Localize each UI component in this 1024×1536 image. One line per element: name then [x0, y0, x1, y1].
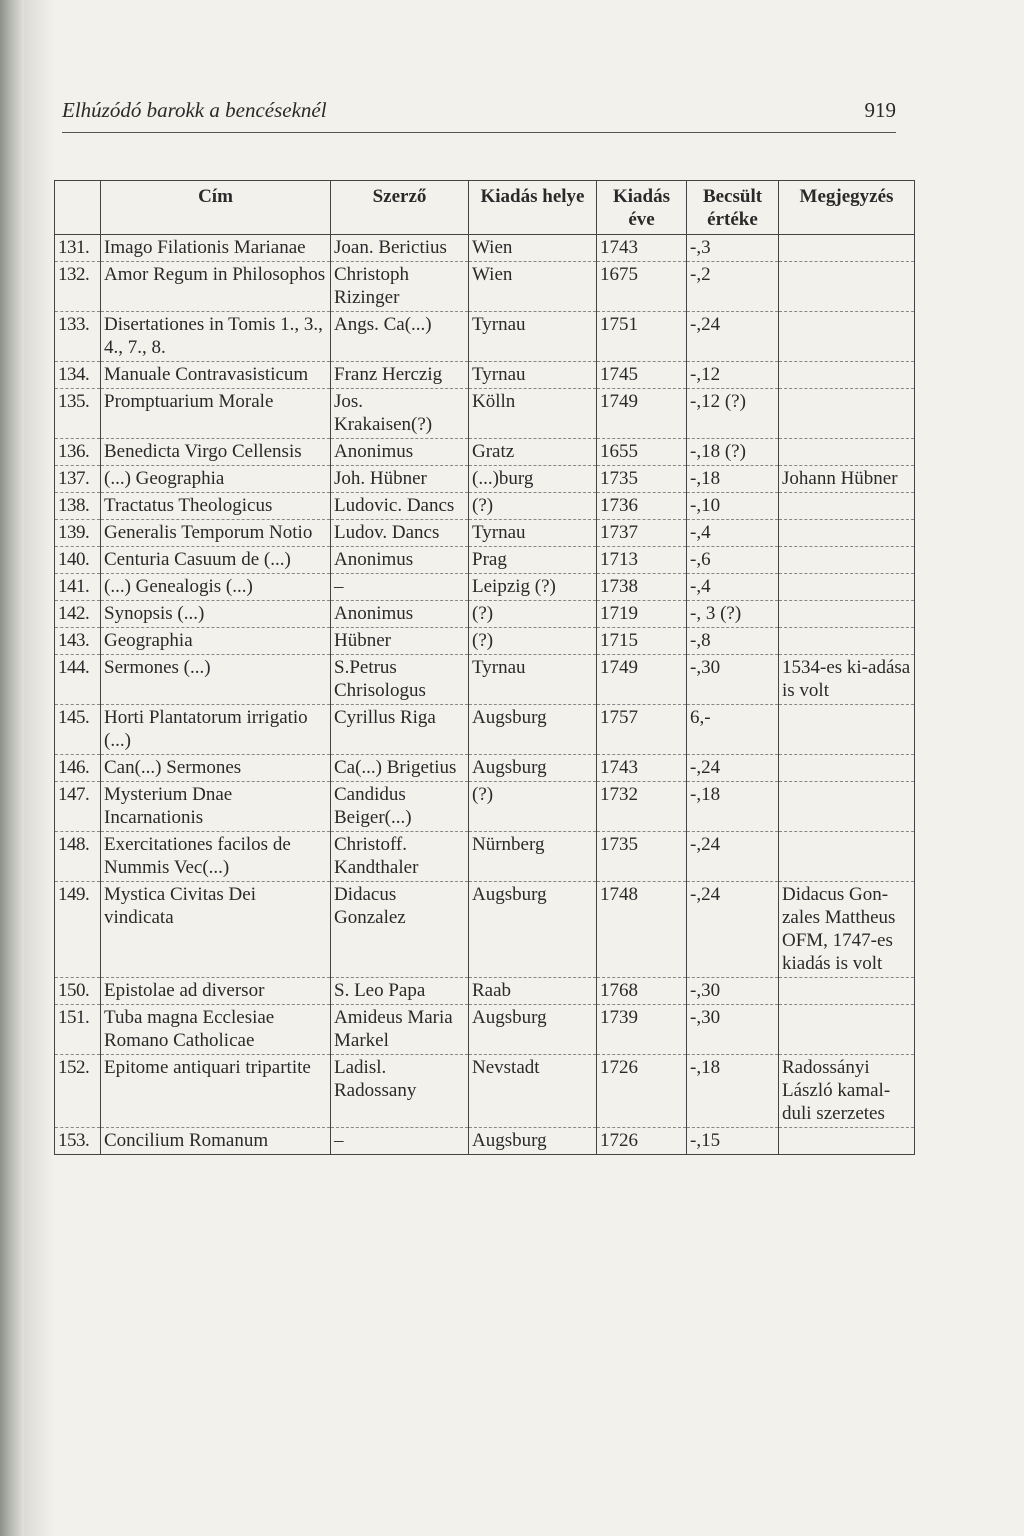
- cell-place: (?): [469, 628, 597, 655]
- row-number: 148.: [55, 832, 101, 882]
- cell-place: Wien: [469, 235, 597, 262]
- cell-place: Augsburg: [469, 882, 597, 978]
- cell-value: -,30: [687, 978, 779, 1005]
- cell-title: Epitome antiquari tripartite: [101, 1055, 331, 1128]
- cell-author: Candidus Beiger(...): [331, 782, 469, 832]
- row-number: 143.: [55, 628, 101, 655]
- cell-author: Ludovic. Dancs: [331, 493, 469, 520]
- cell-place: Augsburg: [469, 705, 597, 755]
- cell-title: Generalis Temporum Notio: [101, 520, 331, 547]
- header-num: [55, 181, 101, 235]
- table-row: [55, 1005, 915, 1055]
- table-row: [55, 235, 915, 262]
- table-row: [55, 439, 915, 466]
- cell-note: [779, 782, 915, 832]
- cell-place: Prag: [469, 547, 597, 574]
- cell-title: Sermones (...): [101, 655, 331, 705]
- table-row: [55, 1055, 915, 1128]
- row-number: 132.: [55, 262, 101, 312]
- cell-year: 1743: [597, 755, 687, 782]
- cell-title: Imago Filationis Marianae: [101, 235, 331, 262]
- cell-value: -,24: [687, 882, 779, 978]
- table-row: [55, 705, 915, 755]
- row-number: 144.: [55, 655, 101, 705]
- cell-title: Tuba magna Ecclesiae Romano Catholicae: [101, 1005, 331, 1055]
- cell-place: Tyrnau: [469, 312, 597, 362]
- cell-value: -,18: [687, 1055, 779, 1128]
- cell-year: 1735: [597, 466, 687, 493]
- row-number: 150.: [55, 978, 101, 1005]
- cell-note: [779, 547, 915, 574]
- cell-author: Christoff. Kandthaler: [331, 832, 469, 882]
- cell-year: 1732: [597, 782, 687, 832]
- table-row: [55, 262, 915, 312]
- cell-author: Ludov. Dancs: [331, 520, 469, 547]
- cell-author: Cyrillus Riga: [331, 705, 469, 755]
- cell-note: [779, 1005, 915, 1055]
- cell-author: Joh. Hübner: [331, 466, 469, 493]
- cell-title: Manuale Contravasisticum: [101, 362, 331, 389]
- cell-title: Geographia: [101, 628, 331, 655]
- cell-title: Epistolae ad diversor: [101, 978, 331, 1005]
- cell-place: (?): [469, 782, 597, 832]
- row-number: 139.: [55, 520, 101, 547]
- cell-note: [779, 755, 915, 782]
- cell-author: Ca(...) Brigetius: [331, 755, 469, 782]
- cell-author: S.Petrus Chrisologus: [331, 655, 469, 705]
- cell-author: –: [331, 1128, 469, 1155]
- cell-title: Benedicta Virgo Cellensis: [101, 439, 331, 466]
- cell-year: 1739: [597, 1005, 687, 1055]
- cell-value: -,15: [687, 1128, 779, 1155]
- cell-value: -,6: [687, 547, 779, 574]
- cell-title: Promptuarium Morale: [101, 389, 331, 439]
- row-number: 133.: [55, 312, 101, 362]
- cell-value: -,10: [687, 493, 779, 520]
- cell-title: Exercitationes facilos de Nummis Vec(...): [101, 832, 331, 882]
- cell-title: Disertationes in Tomis 1., 3., 4., 7., 8.: [101, 312, 331, 362]
- cell-value: -,30: [687, 1005, 779, 1055]
- cell-author: S. Leo Papa: [331, 978, 469, 1005]
- row-number: 142.: [55, 601, 101, 628]
- book-catalog-table: [54, 180, 915, 1155]
- cell-value: -,12 (?): [687, 389, 779, 439]
- cell-value: -, 3 (?): [687, 601, 779, 628]
- cell-author: Hübner: [331, 628, 469, 655]
- cell-title: Centuria Casuum de (...): [101, 547, 331, 574]
- cell-author: Christoph Rizinger: [331, 262, 469, 312]
- cell-author: Anonimus: [331, 547, 469, 574]
- cell-note: [779, 389, 915, 439]
- running-title: Elhúzódó barokk a bencéseknél: [62, 98, 327, 122]
- cell-author: Jos. Krakaisen(?): [331, 389, 469, 439]
- row-number: 137.: [55, 466, 101, 493]
- cell-title: Tractatus Theologicus: [101, 493, 331, 520]
- cell-year: 1735: [597, 832, 687, 882]
- cell-year: 1719: [597, 601, 687, 628]
- table-row: [55, 574, 915, 601]
- header-note: Megjegyzés: [779, 181, 915, 235]
- cell-place: Nürnberg: [469, 832, 597, 882]
- cell-author: Ladisl. Radossany: [331, 1055, 469, 1128]
- cell-value: -,18: [687, 466, 779, 493]
- table-row: [55, 628, 915, 655]
- header-year: Kiadás éve: [597, 181, 687, 235]
- table-row: [55, 782, 915, 832]
- cell-value: -,24: [687, 832, 779, 882]
- table-row: [55, 832, 915, 882]
- row-number: 141.: [55, 574, 101, 601]
- cell-note: [779, 262, 915, 312]
- cell-note: [779, 978, 915, 1005]
- page-number: 919: [864, 98, 896, 122]
- cell-note: Didacus Gon-zales Mattheus OFM, 1747-es kiadás is volt: [779, 882, 915, 978]
- cell-place: Nevstadt: [469, 1055, 597, 1128]
- cell-value: -,18: [687, 782, 779, 832]
- cell-year: 1757: [597, 705, 687, 755]
- cell-note: [779, 628, 915, 655]
- cell-year: 1751: [597, 312, 687, 362]
- cell-value: -,30: [687, 655, 779, 705]
- cell-value: -,24: [687, 755, 779, 782]
- cell-place: Wien: [469, 262, 597, 312]
- cell-value: -,3: [687, 235, 779, 262]
- row-number: 151.: [55, 1005, 101, 1055]
- table-row: [55, 601, 915, 628]
- cell-year: 1749: [597, 389, 687, 439]
- cell-year: 1738: [597, 574, 687, 601]
- cell-place: Tyrnau: [469, 655, 597, 705]
- cell-year: 1715: [597, 628, 687, 655]
- header-author: Szerző: [331, 181, 469, 235]
- row-number: 149.: [55, 882, 101, 978]
- cell-author: Anonimus: [331, 601, 469, 628]
- table-row: [55, 882, 915, 978]
- cell-value: 6,-: [687, 705, 779, 755]
- cell-value: -,8: [687, 628, 779, 655]
- cell-title: Synopsis (...): [101, 601, 331, 628]
- cell-note: [779, 1128, 915, 1155]
- table-row: [55, 755, 915, 782]
- cell-note: [779, 493, 915, 520]
- cell-title: Concilium Romanum: [101, 1128, 331, 1155]
- cell-place: Augsburg: [469, 755, 597, 782]
- cell-note: 1534-es ki-adása is volt: [779, 655, 915, 705]
- cell-place: (?): [469, 493, 597, 520]
- row-number: 140.: [55, 547, 101, 574]
- row-number: 153.: [55, 1128, 101, 1155]
- cell-note: [779, 832, 915, 882]
- cell-note: Johann Hübner: [779, 466, 915, 493]
- cell-title: Mysterium Dnae Incarnationis: [101, 782, 331, 832]
- cell-place: Leipzig (?): [469, 574, 597, 601]
- cell-note: Radossányi László kamal-duli szerzetes: [779, 1055, 915, 1128]
- row-number: 136.: [55, 439, 101, 466]
- table-row: [55, 466, 915, 493]
- cell-place: (?): [469, 601, 597, 628]
- row-number: 131.: [55, 235, 101, 262]
- cell-value: -,24: [687, 312, 779, 362]
- cell-note: [779, 362, 915, 389]
- book-gutter-shadow: [0, 0, 24, 1536]
- row-number: 135.: [55, 389, 101, 439]
- row-number: 146.: [55, 755, 101, 782]
- cell-note: [779, 439, 915, 466]
- table-row: [55, 978, 915, 1005]
- cell-value: -,12: [687, 362, 779, 389]
- cell-title: Can(...) Sermones: [101, 755, 331, 782]
- cell-author: Amideus Maria Markel: [331, 1005, 469, 1055]
- table-row: [55, 493, 915, 520]
- header-title: Cím: [101, 181, 331, 235]
- cell-place: Gratz: [469, 439, 597, 466]
- cell-place: Kölln: [469, 389, 597, 439]
- cell-year: 1745: [597, 362, 687, 389]
- table-row: [55, 389, 915, 439]
- cell-author: Joan. Berictius: [331, 235, 469, 262]
- cell-place: (...)burg: [469, 466, 597, 493]
- cell-title: (...) Geographia: [101, 466, 331, 493]
- cell-place: Tyrnau: [469, 520, 597, 547]
- cell-author: Didacus Gonzalez: [331, 882, 469, 978]
- cell-year: 1749: [597, 655, 687, 705]
- row-number: 145.: [55, 705, 101, 755]
- cell-place: Augsburg: [469, 1128, 597, 1155]
- cell-year: 1737: [597, 520, 687, 547]
- table-row: [55, 362, 915, 389]
- cell-note: [779, 520, 915, 547]
- row-number: 138.: [55, 493, 101, 520]
- cell-value: -,2: [687, 262, 779, 312]
- cell-author: Anonimus: [331, 439, 469, 466]
- table-row: [55, 520, 915, 547]
- cell-note: [779, 574, 915, 601]
- cell-place: Tyrnau: [469, 362, 597, 389]
- page-header: [62, 98, 896, 133]
- cell-note: [779, 235, 915, 262]
- row-number: 152.: [55, 1055, 101, 1128]
- table-header-row: [55, 181, 915, 235]
- cell-note: [779, 312, 915, 362]
- cell-year: 1768: [597, 978, 687, 1005]
- cell-title: Amor Regum in Philosophos: [101, 262, 331, 312]
- cell-year: 1675: [597, 262, 687, 312]
- cell-place: Augsburg: [469, 1005, 597, 1055]
- cell-note: [779, 705, 915, 755]
- header-value: Becsült értéke: [687, 181, 779, 235]
- row-number: 134.: [55, 362, 101, 389]
- cell-value: -,4: [687, 520, 779, 547]
- cell-place: Raab: [469, 978, 597, 1005]
- cell-year: 1743: [597, 235, 687, 262]
- cell-value: -,4: [687, 574, 779, 601]
- cell-year: 1726: [597, 1128, 687, 1155]
- table-row: [55, 1128, 915, 1155]
- cell-year: 1748: [597, 882, 687, 978]
- table-row: [55, 312, 915, 362]
- cell-year: 1655: [597, 439, 687, 466]
- cell-note: [779, 601, 915, 628]
- row-number: 147.: [55, 782, 101, 832]
- cell-value: -,18 (?): [687, 439, 779, 466]
- header-place: Kiadás helye: [469, 181, 597, 235]
- cell-year: 1713: [597, 547, 687, 574]
- cell-title: Horti Plantatorum irrigatio (...): [101, 705, 331, 755]
- cell-year: 1736: [597, 493, 687, 520]
- cell-year: 1726: [597, 1055, 687, 1128]
- cell-title: Mystica Civitas Dei vindicata: [101, 882, 331, 978]
- book-gutter-fade: [24, 0, 54, 1536]
- cell-author: –: [331, 574, 469, 601]
- table-row: [55, 547, 915, 574]
- cell-author: Franz Herczig: [331, 362, 469, 389]
- cell-title: (...) Genealogis (...): [101, 574, 331, 601]
- cell-author: Angs. Ca(...): [331, 312, 469, 362]
- table-row: [55, 655, 915, 705]
